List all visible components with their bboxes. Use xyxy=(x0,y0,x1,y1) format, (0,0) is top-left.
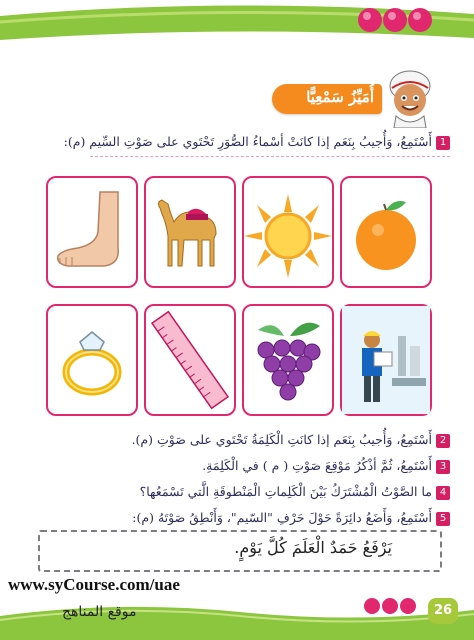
picture-card[interactable] xyxy=(242,304,334,416)
instruction-1 xyxy=(64,134,450,150)
picture-card[interactable] xyxy=(46,304,138,416)
instruction-number: 3 xyxy=(436,460,450,474)
orange-icon xyxy=(342,178,430,286)
picture-card[interactable] xyxy=(46,176,138,288)
dashed-divider xyxy=(90,156,450,157)
ring-icon xyxy=(48,306,136,414)
instruction-number: 1 xyxy=(436,136,450,150)
practice-sentence[interactable]: يَرْفَعُ حَمَدٌ الْعَلَمَ كُلَّ يَوْمٍ. xyxy=(234,538,392,557)
instruction-text: ما الصَّوْتُ الْمُشْتَرَكُ بَيْنَ الْكَلِماتِ الْمَنْطوقَةِ الَّتي تَسْمَعُها؟ xyxy=(139,484,432,499)
footer-caption: موقع المناهج xyxy=(62,604,137,620)
instruction-3 xyxy=(202,458,450,474)
instruction-4 xyxy=(140,484,450,500)
instruction-number: 2 xyxy=(436,434,450,448)
instruction-5 xyxy=(132,510,450,526)
instruction-number: 5 xyxy=(436,512,450,526)
instruction-text: أَسْتَمِعُ، وَأَضَعُ دائِرَةً حَوْلَ حَرْفِ "السّيم"، وَأَنْطِقُ صَوْتَهُ (م): xyxy=(132,510,432,525)
section-title-banner xyxy=(272,84,382,114)
picture-card[interactable] xyxy=(242,176,334,288)
top-decorative-bar xyxy=(0,0,474,46)
instruction-text: أَسْتَمِعُ، وَأُجيبُ بِنَعَم إذا كانَتِ الْكَلِمَةُ تَحْتَوي على صَوْتِ (م). xyxy=(131,432,432,447)
camel-icon xyxy=(146,178,234,286)
instruction-number: 4 xyxy=(436,486,450,500)
engineer-icon xyxy=(342,306,430,414)
picture-card[interactable] xyxy=(144,304,236,416)
grapes-icon xyxy=(244,306,332,414)
instruction-text: أَسْتَمِعُ، ثُمَّ أذْكُرُ مَوْقِعَ صَوْتِ ( م ) في الْكَلِمَةِ. xyxy=(202,458,432,473)
sun-icon xyxy=(244,178,332,286)
foot-icon xyxy=(48,178,136,286)
website-url[interactable]: www.syCourse.com/uae xyxy=(8,575,180,594)
picture-card[interactable] xyxy=(340,304,432,416)
picture-card[interactable] xyxy=(144,176,236,288)
ruler-icon xyxy=(146,306,234,414)
instruction-text: أَسْتَمِعُ، وَأُجيبُ بِنَعَم إذا كانَتْ أسْماءُ الصُّوَرِ تَحْتَوي على صَوْتِ السِّيم (م): xyxy=(63,134,432,149)
boy-avatar-icon xyxy=(380,66,440,128)
instruction-2 xyxy=(132,432,450,448)
picture-card[interactable] xyxy=(340,176,432,288)
page-number: 26 xyxy=(433,603,453,618)
section-title: أُمَيِّزُ سَمْعِيًّا xyxy=(306,88,374,106)
